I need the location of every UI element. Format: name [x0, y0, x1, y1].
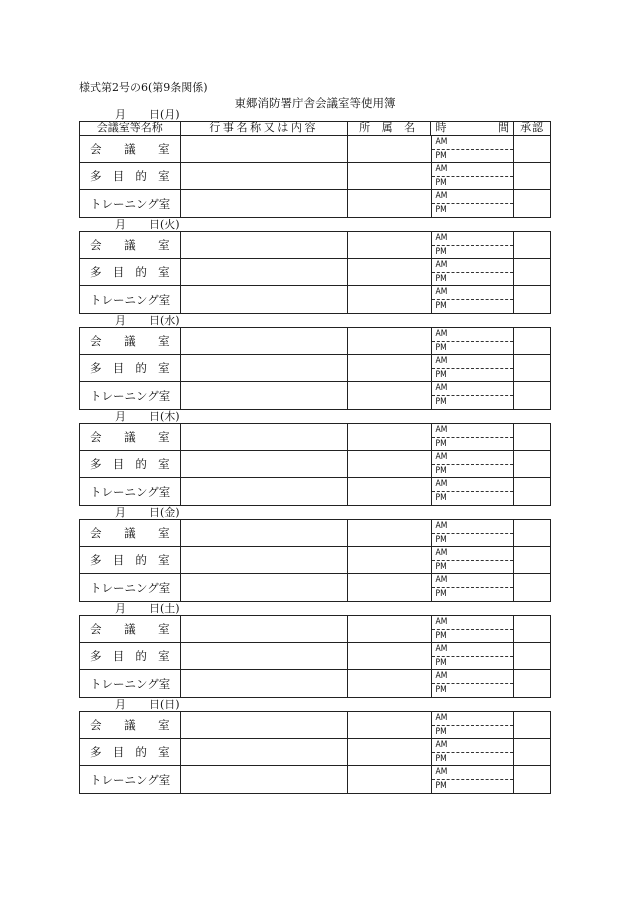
day-of-week: 日(日): [149, 698, 180, 711]
header-dept: 所 属 名: [348, 122, 432, 135]
room-name-char: 多: [90, 265, 102, 279]
am-slot[interactable]: AM: [432, 424, 514, 438]
pm-slot[interactable]: PM: [435, 177, 447, 188]
room-name: [80, 232, 181, 258]
day-block: [79, 231, 551, 314]
time-cell: [432, 355, 515, 381]
room-name: トレーニング室: [80, 286, 181, 313]
am-slot[interactable]: AM: [432, 163, 514, 177]
room-name-char: 室: [158, 649, 170, 663]
time-cell: [432, 520, 515, 546]
table-row: [80, 424, 550, 451]
event-cell[interactable]: [181, 190, 348, 217]
dept-cell[interactable]: [348, 670, 432, 697]
table-row: [80, 190, 550, 217]
room-name: [80, 163, 181, 189]
dept-cell[interactable]: [348, 136, 432, 162]
header-time-left: 時: [435, 121, 447, 134]
dept-cell[interactable]: [348, 616, 432, 642]
room-name-char: 議: [124, 526, 136, 540]
approval-cell[interactable]: [514, 382, 550, 409]
header-event: 行事名称又は内容: [181, 122, 348, 135]
am-slot[interactable]: AM: [432, 643, 514, 657]
usage-register-table: [79, 108, 551, 794]
am-slot[interactable]: AM: [432, 382, 514, 396]
dept-cell[interactable]: [348, 286, 432, 313]
event-cell[interactable]: [181, 424, 348, 450]
header-time: [431, 122, 514, 135]
room-name-char: 室: [158, 745, 170, 759]
month-char: 月: [115, 218, 126, 231]
event-cell[interactable]: [181, 232, 348, 258]
dept-cell[interactable]: [348, 259, 432, 285]
table-row: [80, 520, 550, 547]
am-slot[interactable]: AM: [432, 574, 514, 588]
time-cell: [432, 670, 515, 697]
time-cell: [432, 616, 515, 642]
room-name-char: 目: [112, 361, 125, 375]
table-row: [80, 355, 550, 382]
dept-cell[interactable]: [348, 382, 432, 409]
room-name-char: 室: [158, 238, 170, 252]
am-slot[interactable]: AM: [432, 712, 514, 726]
table-row: [80, 547, 550, 574]
event-cell[interactable]: [181, 286, 348, 313]
table-row: [80, 739, 550, 766]
pm-slot[interactable]: PM: [435, 726, 447, 737]
event-cell[interactable]: [181, 670, 348, 697]
room-name-char: 目: [112, 553, 125, 567]
approval-cell[interactable]: [514, 424, 550, 450]
approval-cell[interactable]: [514, 355, 550, 381]
day-block: [79, 711, 551, 794]
room-name-char: 目: [112, 169, 125, 183]
event-cell[interactable]: [181, 616, 348, 642]
room-name: [80, 547, 181, 573]
approval-cell[interactable]: [514, 478, 550, 505]
dept-cell[interactable]: [348, 643, 432, 669]
pm-slot[interactable]: PM: [435, 561, 447, 572]
dept-cell[interactable]: [348, 739, 432, 765]
event-cell[interactable]: [181, 520, 348, 546]
pm-slot[interactable]: PM: [435, 657, 447, 668]
table-row: [80, 670, 550, 697]
am-slot[interactable]: AM: [432, 286, 514, 300]
room-name: [80, 259, 181, 285]
table-row: [80, 616, 550, 643]
room-name: トレーニング室: [80, 766, 181, 793]
room-name-char: 的: [135, 745, 147, 759]
approval-cell[interactable]: [514, 643, 550, 669]
room-name-char: 多: [90, 745, 102, 759]
am-slot[interactable]: AM: [432, 616, 514, 630]
room-name: [80, 520, 181, 546]
form-number: 様式第2号の6(第9条関係): [79, 81, 208, 94]
pm-slot[interactable]: PM: [435, 493, 447, 503]
pm-slot[interactable]: PM: [435, 630, 447, 641]
event-cell[interactable]: [181, 136, 348, 162]
dept-cell[interactable]: [348, 574, 432, 601]
room-name-char: 多: [90, 361, 102, 375]
month-char: 月: [115, 314, 126, 327]
day-label: [79, 108, 551, 121]
pm-slot[interactable]: PM: [435, 397, 447, 407]
pm-slot[interactable]: PM: [435, 438, 447, 449]
event-cell[interactable]: [181, 766, 348, 793]
table-row: [80, 136, 550, 163]
time-cell: [432, 643, 515, 669]
room-name-char: 室: [158, 142, 170, 156]
approval-cell[interactable]: [514, 232, 550, 258]
time-cell: [432, 739, 515, 765]
time-cell: [432, 190, 515, 217]
am-slot[interactable]: AM: [432, 739, 514, 753]
am-slot[interactable]: AM: [432, 190, 514, 204]
day-of-week: 日(木): [149, 410, 180, 423]
approval-cell[interactable]: [514, 286, 550, 313]
room-name: [80, 712, 181, 738]
room-name-char: 室: [158, 457, 170, 471]
room-name-char: 的: [135, 169, 147, 183]
approval-cell[interactable]: [514, 190, 550, 217]
room-name-char: 室: [158, 361, 170, 375]
am-slot[interactable]: AM: [432, 259, 514, 273]
am-slot[interactable]: AM: [432, 232, 514, 246]
room-name: トレーニング室: [80, 478, 181, 505]
time-cell: [432, 163, 515, 189]
pm-slot[interactable]: PM: [435, 781, 447, 791]
room-name-char: 議: [124, 430, 136, 444]
time-cell: [432, 766, 515, 793]
day-of-week: 日(土): [149, 602, 180, 615]
room-name: [80, 451, 181, 477]
dept-cell[interactable]: [348, 424, 432, 450]
day-of-week: 日(金): [149, 506, 180, 519]
dept-cell[interactable]: [348, 451, 432, 477]
pm-slot[interactable]: PM: [435, 246, 447, 257]
dept-cell[interactable]: [348, 520, 432, 546]
month-char: 月: [115, 506, 126, 519]
dept-cell[interactable]: [348, 766, 432, 793]
approval-cell[interactable]: [514, 136, 550, 162]
time-cell: [432, 574, 515, 601]
dept-cell[interactable]: [348, 355, 432, 381]
event-cell[interactable]: [181, 712, 348, 738]
room-name-char: 的: [135, 457, 147, 471]
header-approval: 承認: [520, 121, 545, 134]
am-slot[interactable]: AM: [432, 547, 514, 561]
event-cell[interactable]: [181, 259, 348, 285]
am-slot[interactable]: AM: [432, 136, 514, 150]
dept-cell[interactable]: [348, 712, 432, 738]
approval-cell[interactable]: [514, 739, 550, 765]
room-name-char: 的: [135, 361, 147, 375]
am-slot[interactable]: AM: [432, 478, 514, 492]
room-name-char: 多: [90, 649, 102, 663]
approval-cell[interactable]: [514, 616, 550, 642]
day-label: [79, 314, 551, 327]
day-label: [79, 410, 551, 423]
room-name-char: 会: [90, 142, 102, 156]
pm-slot[interactable]: PM: [435, 150, 447, 161]
time-cell: [432, 424, 515, 450]
table-row: [80, 286, 550, 313]
room-name-char: 会: [90, 718, 102, 732]
approval-cell[interactable]: [514, 328, 550, 354]
day-block: [79, 423, 551, 506]
page-title: 東郷消防署庁舎会議室等使用簿: [234, 96, 396, 110]
time-cell: [432, 547, 515, 573]
room-name-char: 議: [124, 622, 136, 636]
month-char: 月: [115, 698, 126, 711]
room-name-char: 議: [124, 718, 136, 732]
room-name-char: 多: [90, 169, 102, 183]
event-cell[interactable]: [181, 328, 348, 354]
header-time-right: 間: [498, 121, 510, 134]
event-cell[interactable]: [181, 478, 348, 505]
day-label: [79, 602, 551, 615]
approval-cell[interactable]: [514, 520, 550, 546]
table-row: [80, 259, 550, 286]
room-name-char: 室: [158, 430, 170, 444]
room-name-char: 多: [90, 457, 102, 471]
month-char: 月: [115, 410, 126, 423]
room-name: [80, 328, 181, 354]
month-char: 月: [115, 602, 126, 615]
room-name: [80, 355, 181, 381]
room-name-char: 議: [124, 334, 136, 348]
room-name: [80, 136, 181, 162]
table-row: [80, 382, 550, 409]
table-row: [80, 574, 550, 601]
am-slot[interactable]: AM: [432, 670, 514, 684]
am-slot[interactable]: AM: [432, 451, 514, 465]
pm-slot[interactable]: PM: [435, 685, 447, 695]
pm-slot[interactable]: PM: [435, 301, 447, 311]
pm-slot[interactable]: PM: [435, 465, 447, 476]
pm-slot[interactable]: PM: [435, 753, 447, 764]
event-cell[interactable]: [181, 643, 348, 669]
table-row: [80, 451, 550, 478]
time-cell: [432, 382, 515, 409]
room-name: トレーニング室: [80, 574, 181, 601]
event-cell[interactable]: [181, 547, 348, 573]
day-block: [79, 519, 551, 602]
dept-cell[interactable]: [348, 190, 432, 217]
room-name: トレーニング室: [80, 190, 181, 217]
am-slot[interactable]: AM: [432, 766, 514, 780]
approval-cell[interactable]: [514, 766, 550, 793]
pm-slot[interactable]: PM: [435, 369, 447, 380]
table-header: [79, 121, 551, 135]
approval-cell[interactable]: [514, 547, 550, 573]
room-name-char: 議: [124, 238, 136, 252]
event-cell[interactable]: [181, 739, 348, 765]
time-cell: [432, 286, 515, 313]
room-name: [80, 424, 181, 450]
event-cell[interactable]: [181, 163, 348, 189]
approval-cell[interactable]: [514, 451, 550, 477]
table-row: [80, 712, 550, 739]
day-label: [79, 698, 551, 711]
pm-slot[interactable]: PM: [435, 342, 447, 353]
dept-cell[interactable]: [348, 547, 432, 573]
room-name-char: 室: [158, 622, 170, 636]
pm-slot[interactable]: PM: [435, 273, 447, 284]
room-name: トレーニング室: [80, 670, 181, 697]
table-row: [80, 232, 550, 259]
room-name-char: 目: [112, 265, 125, 279]
room-name-char: 室: [158, 553, 170, 567]
header-room: 会議室等名称: [80, 122, 181, 135]
room-name: トレーニング室: [80, 382, 181, 409]
room-name: [80, 643, 181, 669]
room-name-char: 的: [135, 265, 147, 279]
table-row: [80, 643, 550, 670]
approval-cell[interactable]: [514, 574, 550, 601]
room-name-char: 議: [124, 142, 136, 156]
time-cell: [432, 451, 515, 477]
day-label: [79, 218, 551, 231]
table-row: [80, 766, 550, 793]
room-name-char: 目: [112, 745, 125, 759]
event-cell[interactable]: [181, 382, 348, 409]
day-of-week: 日(火): [149, 218, 180, 231]
dept-cell[interactable]: [348, 328, 432, 354]
room-name-char: 室: [158, 265, 170, 279]
room-name-char: 室: [158, 718, 170, 732]
room-name-char: 会: [90, 430, 102, 444]
room-name-char: 室: [158, 526, 170, 540]
room-name-char: 的: [135, 553, 147, 567]
room-name-char: 室: [158, 334, 170, 348]
am-slot[interactable]: AM: [432, 328, 514, 342]
room-name-char: 会: [90, 526, 102, 540]
room-name-char: 目: [112, 457, 125, 471]
room-name: [80, 739, 181, 765]
room-name: [80, 616, 181, 642]
approval-cell[interactable]: [514, 163, 550, 189]
table-row: [80, 328, 550, 355]
day-block: [79, 135, 551, 218]
time-cell: [432, 328, 515, 354]
month-char: 月: [115, 108, 126, 121]
room-name-char: 会: [90, 334, 102, 348]
table-row: [80, 163, 550, 190]
room-name-char: 室: [158, 169, 170, 183]
day-of-week: 日(水): [149, 314, 180, 327]
time-cell: [432, 136, 515, 162]
approval-cell[interactable]: [514, 712, 550, 738]
pm-slot[interactable]: PM: [435, 534, 447, 545]
dept-cell[interactable]: [348, 232, 432, 258]
table-row: [80, 478, 550, 505]
time-cell: [432, 232, 515, 258]
day-block: [79, 615, 551, 698]
room-name-char: 多: [90, 553, 102, 567]
room-name-char: 目: [112, 649, 125, 663]
room-name-char: 的: [135, 649, 147, 663]
day-label: [79, 506, 551, 519]
pm-slot[interactable]: PM: [435, 589, 447, 599]
approval-cell[interactable]: [514, 670, 550, 697]
room-name-char: 会: [90, 238, 102, 252]
event-cell[interactable]: [181, 574, 348, 601]
room-name-char: 会: [90, 622, 102, 636]
pm-slot[interactable]: PM: [435, 205, 447, 215]
event-cell[interactable]: [181, 451, 348, 477]
time-cell: [432, 259, 515, 285]
day-of-week: 日(月): [149, 108, 180, 121]
am-slot[interactable]: AM: [432, 520, 514, 534]
am-slot[interactable]: AM: [432, 355, 514, 369]
time-cell: [432, 712, 515, 738]
event-cell[interactable]: [181, 355, 348, 381]
time-cell: [432, 478, 515, 505]
dept-cell[interactable]: [348, 478, 432, 505]
dept-cell[interactable]: [348, 163, 432, 189]
day-block: [79, 327, 551, 410]
approval-cell[interactable]: [514, 259, 550, 285]
